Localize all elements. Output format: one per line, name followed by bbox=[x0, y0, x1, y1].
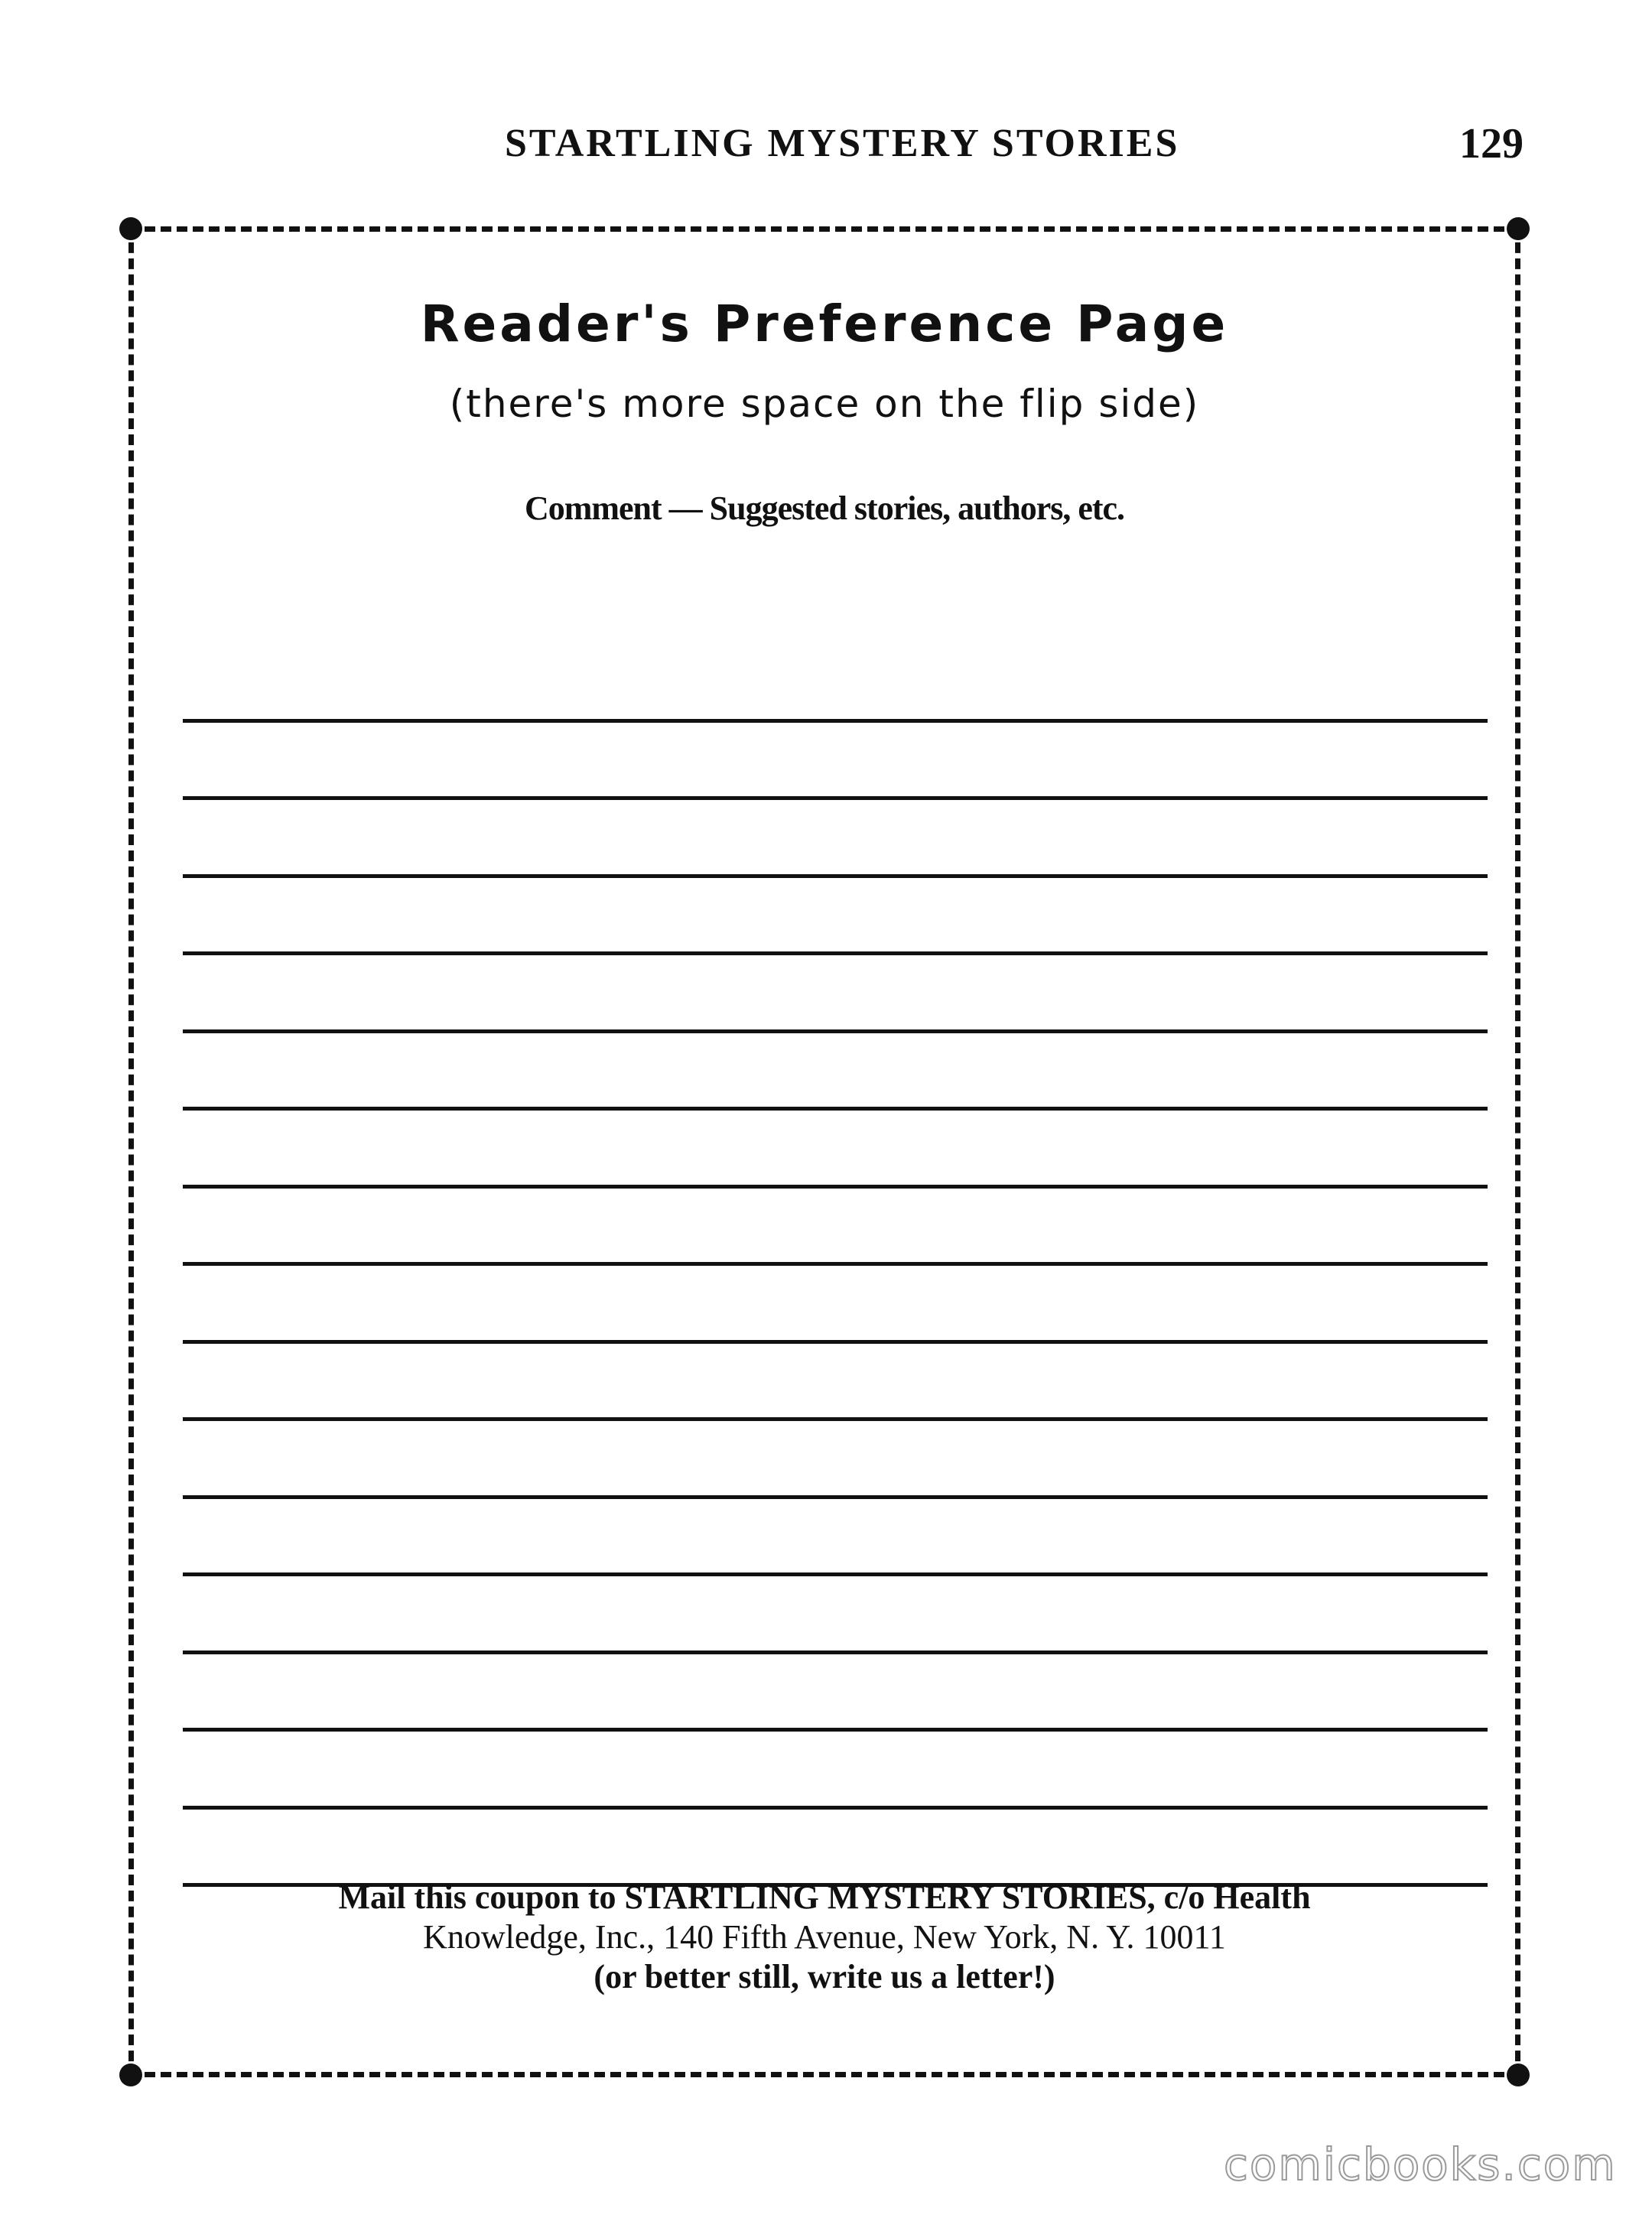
comment-writing-line[interactable] bbox=[183, 1266, 1488, 1344]
coupon-subtitle: (there's more space on the flip side) bbox=[449, 382, 1200, 426]
comment-writing-line[interactable] bbox=[183, 1732, 1488, 1810]
mail-address-line: Knowledge, Inc., 140 Fifth Avenue, New York, N. Y. 10011 bbox=[423, 1918, 1226, 1956]
letter-suggestion-line: (or better still, write us a letter!) bbox=[593, 1958, 1055, 1995]
coupon-title: Reader's Preference Page bbox=[420, 294, 1229, 353]
comment-writing-line[interactable] bbox=[183, 1111, 1488, 1189]
corner-ornament bbox=[119, 217, 142, 240]
comment-writing-line[interactable] bbox=[183, 723, 1488, 801]
running-title: STARTLING MYSTERY STORIES bbox=[505, 122, 1180, 165]
comment-writing-line[interactable] bbox=[183, 1576, 1488, 1654]
comment-writing-line[interactable] bbox=[183, 1810, 1488, 1888]
comment-writing-line[interactable] bbox=[183, 1033, 1488, 1111]
comment-writing-line[interactable] bbox=[183, 1421, 1488, 1499]
comment-writing-line[interactable] bbox=[183, 878, 1488, 956]
mail-instructions bbox=[134, 1878, 1515, 1997]
running-head bbox=[0, 121, 1652, 174]
watermark-logo: comicbooks.com bbox=[1224, 2138, 1617, 2190]
corner-ornament bbox=[1507, 2064, 1530, 2086]
comment-writing-line[interactable] bbox=[183, 1654, 1488, 1732]
comment-writing-line[interactable] bbox=[183, 955, 1488, 1033]
comment-writing-line[interactable] bbox=[183, 1189, 1488, 1267]
comment-writing-line[interactable] bbox=[183, 800, 1488, 878]
corner-ornament bbox=[1507, 217, 1530, 240]
mail-instructions-line: Mail this coupon to STARTLING MYSTERY STORIES, c/o Health bbox=[338, 1878, 1311, 1916]
comment-writing-line[interactable] bbox=[183, 1499, 1488, 1577]
comment-writing-line[interactable] bbox=[183, 1344, 1488, 1422]
comment-writing-line[interactable] bbox=[183, 645, 1488, 723]
writing-lines bbox=[183, 645, 1488, 1887]
page-number: 129 bbox=[1459, 120, 1524, 167]
comment-prompt: Comment — Suggested stories, authors, etc. bbox=[524, 489, 1125, 527]
corner-ornament bbox=[119, 2064, 142, 2086]
coupon-frame bbox=[128, 226, 1520, 2077]
